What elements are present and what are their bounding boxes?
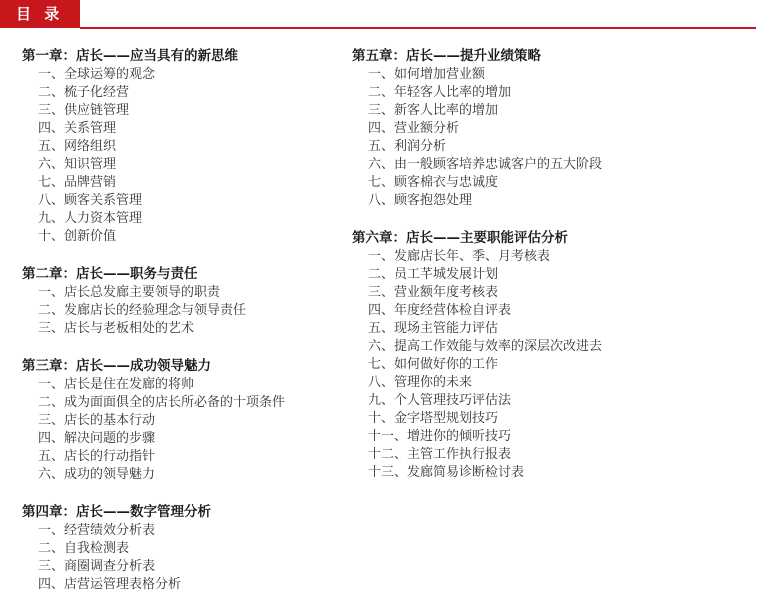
chapter-item-list xyxy=(22,284,342,338)
toc-item[interactable]: 一、店长是住在发廊的将帅 xyxy=(38,377,195,392)
toc-item[interactable]: 六、成功的领导魅力 xyxy=(38,467,156,482)
toc-item[interactable]: 六、由一般顾客培养忠诚客户的五大阶段 xyxy=(368,157,603,172)
toc-item[interactable]: 五、现场主管能力评估 xyxy=(368,321,499,336)
toc-item[interactable]: 三、新客人比率的增加 xyxy=(368,103,499,118)
chapter-title[interactable]: 第五章：店长——提升业绩策略 xyxy=(352,48,541,64)
toc-item[interactable]: 三、供应链管理 xyxy=(38,103,130,118)
header-divider xyxy=(80,27,756,29)
toc-item[interactable]: 十三、发廊简易诊断检讨表 xyxy=(368,465,525,480)
toc-item[interactable]: 二、梳子化经营 xyxy=(38,85,130,100)
toc-item[interactable]: 二、发廊店长的经验理念与领导责任 xyxy=(38,303,247,318)
toc-item[interactable]: 六、知识管理 xyxy=(38,157,117,172)
toc-item[interactable]: 七、如何做好你的工作 xyxy=(368,357,499,372)
toc-item[interactable]: 十一、增进你的倾听技巧 xyxy=(368,429,512,444)
chapter-title[interactable]: 第三章：店长——成功领导魅力 xyxy=(22,358,211,374)
toc-item[interactable]: 五、网络组织 xyxy=(38,139,117,154)
toc-item[interactable]: 一、经营绩效分析表 xyxy=(38,523,156,538)
toc-item[interactable]: 九、人力资本管理 xyxy=(38,211,143,226)
toc-item[interactable]: 九、个人管理技巧评估法 xyxy=(368,393,512,408)
chapter-section xyxy=(352,228,752,482)
chapter-item-list xyxy=(352,66,752,210)
toc-item[interactable]: 八、顾客抱怨处理 xyxy=(368,193,473,208)
toc-item[interactable]: 四、店营运管理表格分析 xyxy=(38,577,182,592)
toc-item[interactable]: 三、店长的基本行动 xyxy=(38,413,156,428)
toc-title-tab: 目 录 xyxy=(0,0,80,28)
toc-item[interactable]: 三、营业额年度考核表 xyxy=(368,285,499,300)
chapter-title[interactable]: 第二章：店长——职务与责任 xyxy=(22,266,198,282)
toc-item[interactable]: 三、商圈调查分析表 xyxy=(38,559,156,574)
chapter-section xyxy=(22,46,342,246)
toc-item[interactable]: 十、创新价值 xyxy=(38,229,117,244)
toc-item[interactable]: 二、自我检测表 xyxy=(38,541,130,556)
toc-item[interactable]: 一、如何增加营业额 xyxy=(368,67,486,82)
toc-item[interactable]: 七、品牌营销 xyxy=(38,175,117,190)
toc-item[interactable]: 四、营业额分析 xyxy=(368,121,460,136)
toc-item[interactable]: 二、成为面面俱全的店长所必备的十项条件 xyxy=(38,395,286,410)
chapter-title[interactable]: 第一章：店长——应当具有的新思维 xyxy=(22,48,238,64)
chapter-section xyxy=(22,356,342,484)
toc-column-left xyxy=(22,46,342,612)
chapter-section xyxy=(22,264,342,338)
toc-item[interactable]: 六、提高工作效能与效率的深层次改进去 xyxy=(368,339,603,354)
toc-item[interactable]: 五、店长的行动指针 xyxy=(38,449,156,464)
chapter-section xyxy=(22,502,342,594)
toc-item[interactable]: 二、员工芊城发展计划 xyxy=(368,267,499,282)
toc-item[interactable]: 二、年轻客人比率的增加 xyxy=(368,85,512,100)
chapter-item-list xyxy=(22,522,342,594)
toc-column-right xyxy=(352,46,752,500)
toc-item[interactable]: 八、顾客关系管理 xyxy=(38,193,143,208)
toc-item[interactable]: 四、解决问题的步骤 xyxy=(38,431,156,446)
toc-item[interactable]: 一、发廊店长年、季、月考核表 xyxy=(368,249,551,264)
toc-item[interactable]: 四、关系管理 xyxy=(38,121,117,136)
chapter-item-list xyxy=(22,376,342,484)
toc-item[interactable]: 八、管理你的未来 xyxy=(368,375,473,390)
toc-item[interactable]: 一、全球运筹的观念 xyxy=(38,67,156,82)
toc-item[interactable]: 十二、主管工作执行报表 xyxy=(368,447,512,462)
toc-item[interactable]: 三、店长与老板相处的艺术 xyxy=(38,321,195,336)
toc-item[interactable]: 一、店长总发廊主要领导的职责 xyxy=(38,285,221,300)
chapter-item-list xyxy=(352,248,752,482)
chapter-title[interactable]: 第六章：店长——主要职能评估分析 xyxy=(352,230,568,246)
toc-item[interactable]: 五、利润分析 xyxy=(368,139,447,154)
chapter-item-list xyxy=(22,66,342,246)
toc-item[interactable]: 十、金字塔型规划技巧 xyxy=(368,411,499,426)
chapter-title[interactable]: 第四章：店长——数字管理分析 xyxy=(22,504,211,520)
toc-item[interactable]: 四、年度经营体检自评表 xyxy=(368,303,512,318)
toc-item[interactable]: 七、顾客棉衣与忠诚度 xyxy=(368,175,499,190)
chapter-section xyxy=(352,46,752,210)
